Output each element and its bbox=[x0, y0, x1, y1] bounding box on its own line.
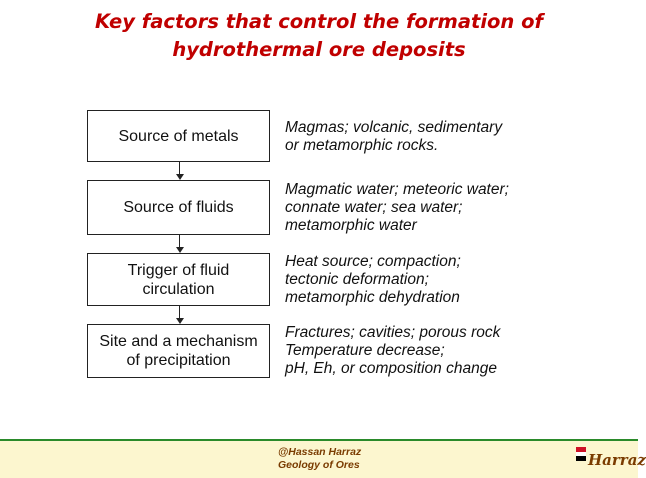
step-box-trigger-of-fluid-circulation bbox=[87, 253, 270, 306]
title-line-2: hydrothermal ore deposits bbox=[172, 38, 466, 61]
step-description-trigger-of-fluid-circulation: Heat source; compaction; tectonic deformation; metamorphic dehydration bbox=[285, 253, 461, 306]
step-description-site-and-mechanism-of-precipitation: Fractures; cavities; porous rock Temperature decrease; pH, Eh, or composition change bbox=[285, 324, 501, 377]
step-box-label: Site and a mechanism of precipitation bbox=[99, 333, 258, 369]
step-box-source-of-metals bbox=[87, 110, 270, 162]
author-logo bbox=[574, 443, 646, 475]
flow-arrow bbox=[176, 235, 184, 253]
step-box-label: Trigger of fluid circulation bbox=[127, 261, 230, 298]
step-description-source-of-fluids: Magmatic water; meteoric water; connate water; sea water; metamorphic water bbox=[285, 181, 509, 234]
footer-credit: @Hassan Harraz Geology of Ores bbox=[278, 446, 362, 471]
step-box-source-of-fluids bbox=[87, 180, 270, 235]
step-box-label: Source of fluids bbox=[123, 199, 234, 216]
flag-icon bbox=[576, 447, 586, 461]
slide-title bbox=[0, 8, 638, 64]
title-line-1: Key factors that control the formation of bbox=[95, 10, 543, 33]
logo-text: Harraz bbox=[588, 451, 646, 469]
flow-arrow bbox=[176, 306, 184, 324]
step-box-site-and-mechanism-of-precipitation bbox=[87, 324, 270, 378]
step-description-source-of-metals: Magmas; volcanic, sedimentary or metamorphic rocks. bbox=[285, 119, 503, 154]
flow-arrow bbox=[176, 162, 184, 180]
step-box-label: Source of metals bbox=[118, 127, 239, 145]
